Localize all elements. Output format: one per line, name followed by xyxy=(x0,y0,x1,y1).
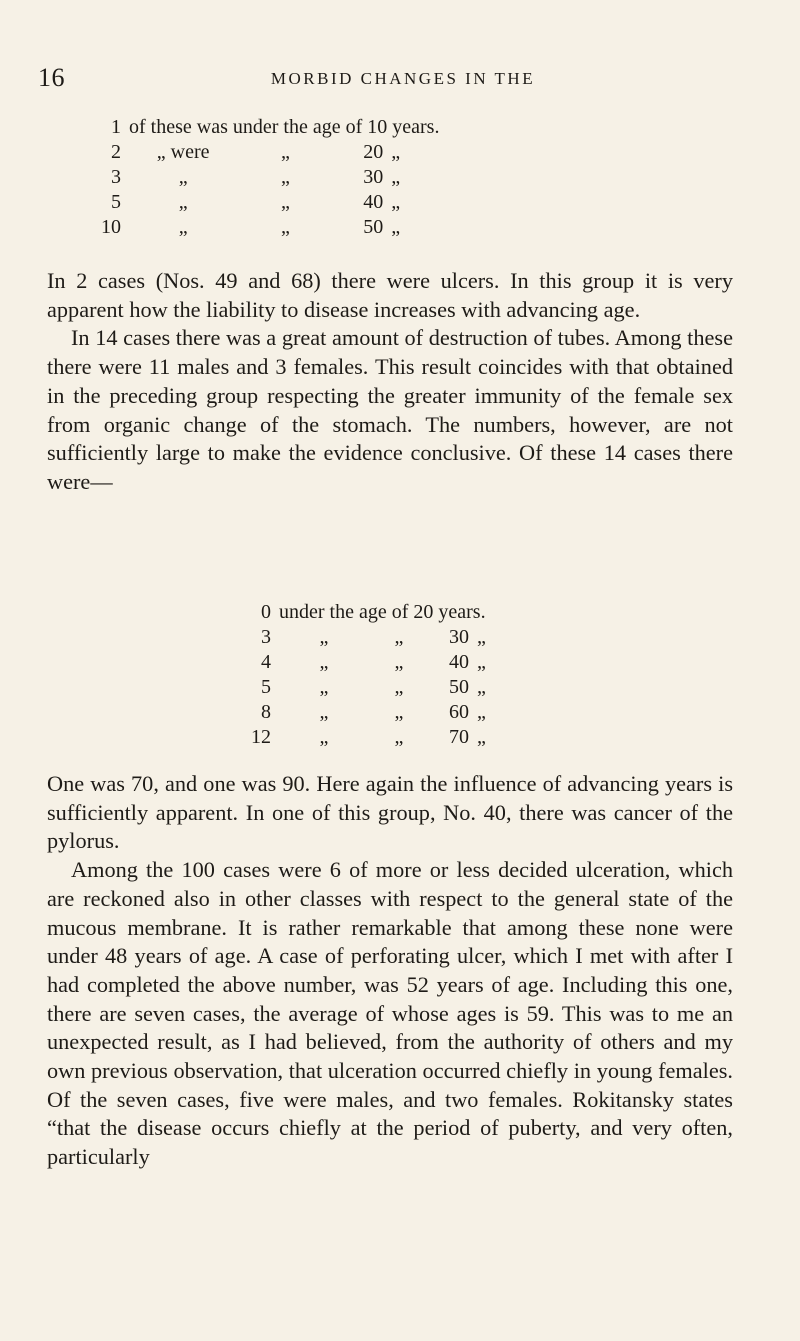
table-row xyxy=(245,675,517,700)
ditto-mark: „ xyxy=(394,651,404,673)
table-row xyxy=(95,190,439,215)
age-value: 40 xyxy=(363,191,384,213)
case-count: 5 xyxy=(261,676,271,698)
case-count: 3 xyxy=(111,166,121,188)
ditto-mark: „ were xyxy=(156,141,210,163)
age-value: 70 xyxy=(449,726,469,748)
ditto-mark: „ xyxy=(319,651,329,673)
case-count: 0 xyxy=(261,601,271,623)
ditto-mark: „ xyxy=(178,166,188,188)
case-count: 12 xyxy=(251,726,271,748)
ditto-mark: „ xyxy=(319,701,329,723)
ditto-mark: „ xyxy=(394,676,404,698)
ditto-mark: „ xyxy=(391,166,401,188)
ditto-mark: „ xyxy=(477,626,486,648)
ditto-mark: „ xyxy=(394,626,404,648)
ditto-mark: „ xyxy=(178,216,188,238)
paragraph: Among the 100 cases were 6 of more or less decided ulceration, which are reckoned also in other classes with respect to the general state of the mucous membrane. It is rather remarkable that among these none were under 48 years of age. A case of perforating ulcer, which I met with after I had completed the above number, was 52 years of age. Including this one, there are seven cases, the average of whose ages is 59. This was to me an unexpected result, as I had believed, from the authority of others and my own previous observation, that ulceration occurred chiefly in young females. Of the seven cases, five were males, and two females. Rokitansky states “that the disease occurs chiefly at the period of puberty, and very often, particularly xyxy=(47,857,733,1170)
age-value: 50 xyxy=(449,676,469,698)
age-value: 30 xyxy=(449,626,469,648)
table-row xyxy=(245,725,517,750)
table-row xyxy=(95,115,439,140)
table-row xyxy=(245,600,517,625)
ditto-mark: „ xyxy=(394,701,404,723)
ditto-mark: „ xyxy=(477,676,486,698)
row-text: of these was under the age of 10 years. xyxy=(129,116,440,138)
case-count: 3 xyxy=(261,626,271,648)
running-title: MORBID CHANGES IN THE xyxy=(270,69,536,88)
age-value: 30 xyxy=(363,166,384,188)
paragraph: In 2 cases (Nos. 49 and 68) there were ulcers. In this group it is very apparent how the liability to disease increases with advancing age. xyxy=(47,268,733,322)
age-value: 50 xyxy=(363,216,384,238)
ditto-mark: „ xyxy=(477,651,486,673)
paragraph: One was 70, and one was 90. Here again the influence of advancing years is sufficiently apparent. In one of this group, No. 40, there was cancer of the pylorus. xyxy=(47,771,733,854)
age-table-destruction xyxy=(245,600,517,750)
table-row xyxy=(245,625,517,650)
page-number: 16 xyxy=(38,63,65,92)
case-count: 5 xyxy=(111,191,121,213)
ditto-mark: „ xyxy=(391,216,401,238)
ditto-mark: „ xyxy=(280,141,290,163)
ditto-mark: „ xyxy=(394,726,404,748)
ditto-mark: „ xyxy=(319,626,329,648)
case-count: 10 xyxy=(101,216,121,238)
paragraph: In 14 cases there was a great amount of destruction of tubes. Among these there were 11 males and 3 females. This result coincides with that obtained in the preceding group respecting the greater immunity of the female sex from organic change of the stomach. The numbers, however, are not sufficiently large to make the evidence conclusive. Of these 14 cases there were— xyxy=(47,325,733,494)
ditto-mark: „ xyxy=(391,141,401,163)
ditto-mark: „ xyxy=(477,701,486,723)
table-row xyxy=(245,700,517,725)
ditto-mark: „ xyxy=(178,191,188,213)
case-count: 8 xyxy=(261,701,271,723)
table-row xyxy=(245,650,517,675)
table-row xyxy=(95,165,439,190)
row-text: under the age of 20 years. xyxy=(279,601,486,623)
ditto-mark: „ xyxy=(319,676,329,698)
running-head xyxy=(38,63,728,93)
case-count: 2 xyxy=(111,141,121,163)
ditto-mark: „ xyxy=(319,726,329,748)
table-row xyxy=(95,215,439,240)
ditto-mark: „ xyxy=(280,191,290,213)
age-table-ulcers xyxy=(95,115,439,240)
age-value: 20 xyxy=(363,141,384,163)
table-row xyxy=(95,140,439,165)
age-value: 40 xyxy=(449,651,469,673)
age-value: 60 xyxy=(449,701,469,723)
case-count: 4 xyxy=(261,651,271,673)
ditto-mark: „ xyxy=(477,726,486,748)
ditto-mark: „ xyxy=(280,166,290,188)
ditto-mark: „ xyxy=(280,216,290,238)
ditto-mark: „ xyxy=(391,191,401,213)
body-text-block-2 xyxy=(47,770,733,1172)
case-count: 1 xyxy=(111,116,121,138)
body-text-block-1 xyxy=(47,267,733,497)
